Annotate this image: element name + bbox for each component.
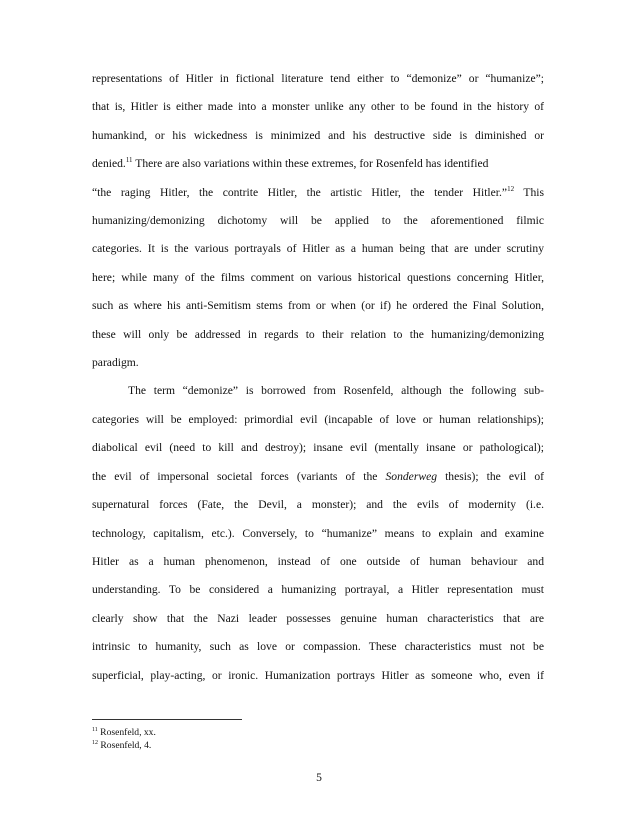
body-line: here; while many of the films comment on various historical questions concerning Hitler, [92,271,544,284]
footnote-divider [92,719,242,720]
body-line: “the raging Hitler, the contrite Hitler, the artistic Hitler, the tender Hitler.”$^{12}$ This [92,185,544,199]
body-line: humanizing/demonizing dichotomy will be applied to the aforementioned filmic [92,214,544,227]
body-line: understanding. To be considered a humanizing portrayal, a Hitler representation must [92,583,544,596]
body-line: these will only be addressed in regards to their relation to the humanizing/demonizing [92,328,544,341]
body-line: that is, Hitler is either made into a monster unlike any other to be found in the history of [92,100,544,113]
italic-term: Sonderweg [385,470,438,483]
body-line: the evil of impersonal societal forces (variants of the Sonderweg thesis); the evil of [92,470,544,483]
footnote-ref[interactable]: 11 [125,156,133,165]
footnote: $^{12}$ Rosenfeld, 4. [92,739,152,751]
body-line: clearly show that the Nazi leader possesses genuine human characteristics that are [92,612,544,625]
body-line: humankind, or his wickedness is minimized and his destructive side is diminished or [92,129,544,142]
paragraph-first-line: The term “demonize” is borrowed from Rosenfeld, although the following sub- [128,384,544,397]
body-line: diabolical evil (need to kill and destroy); insane evil (mentally insane or pathological); [92,441,544,454]
body-line: categories. It is the various portrayals of Hitler as a human being that are under scrutiny [92,242,544,255]
body-line: denied.$^{11}$ There are also variations within these extremes, for Rosenfeld has identified [92,156,489,170]
body-line: such as where his anti-Semitism stems from or when (or if) he ordered the Final Solution, [92,299,544,312]
body-line: supernatural forces (Fate, the Devil, a monster); and the evils of modernity (i.e. [92,498,544,511]
footnote: $^{11}$ Rosenfeld, xx. [92,726,156,738]
body-line: intrinsic to humanity, such as love or compassion. These characteristics must not be [92,640,544,653]
footnote-ref[interactable]: 12 [507,185,515,194]
body-line: superficial, play-acting, or ironic. Humanization portrays Hitler as someone who, even if [92,669,544,682]
body-line: technology, capitalism, etc.). Conversely, to “humanize” means to explain and examine [92,527,544,540]
body-line: paradigm. [92,356,139,369]
page-number: 5 [316,771,322,784]
body-line: categories will be employed: primordial evil (incapable of love or human relationships); [92,413,544,426]
body-line: Hitler as a human phenomenon, instead of one outside of human behaviour and [92,555,544,568]
body-line: representations of Hitler in fictional literature tend either to “demonize” or “humanize”; [92,72,544,85]
